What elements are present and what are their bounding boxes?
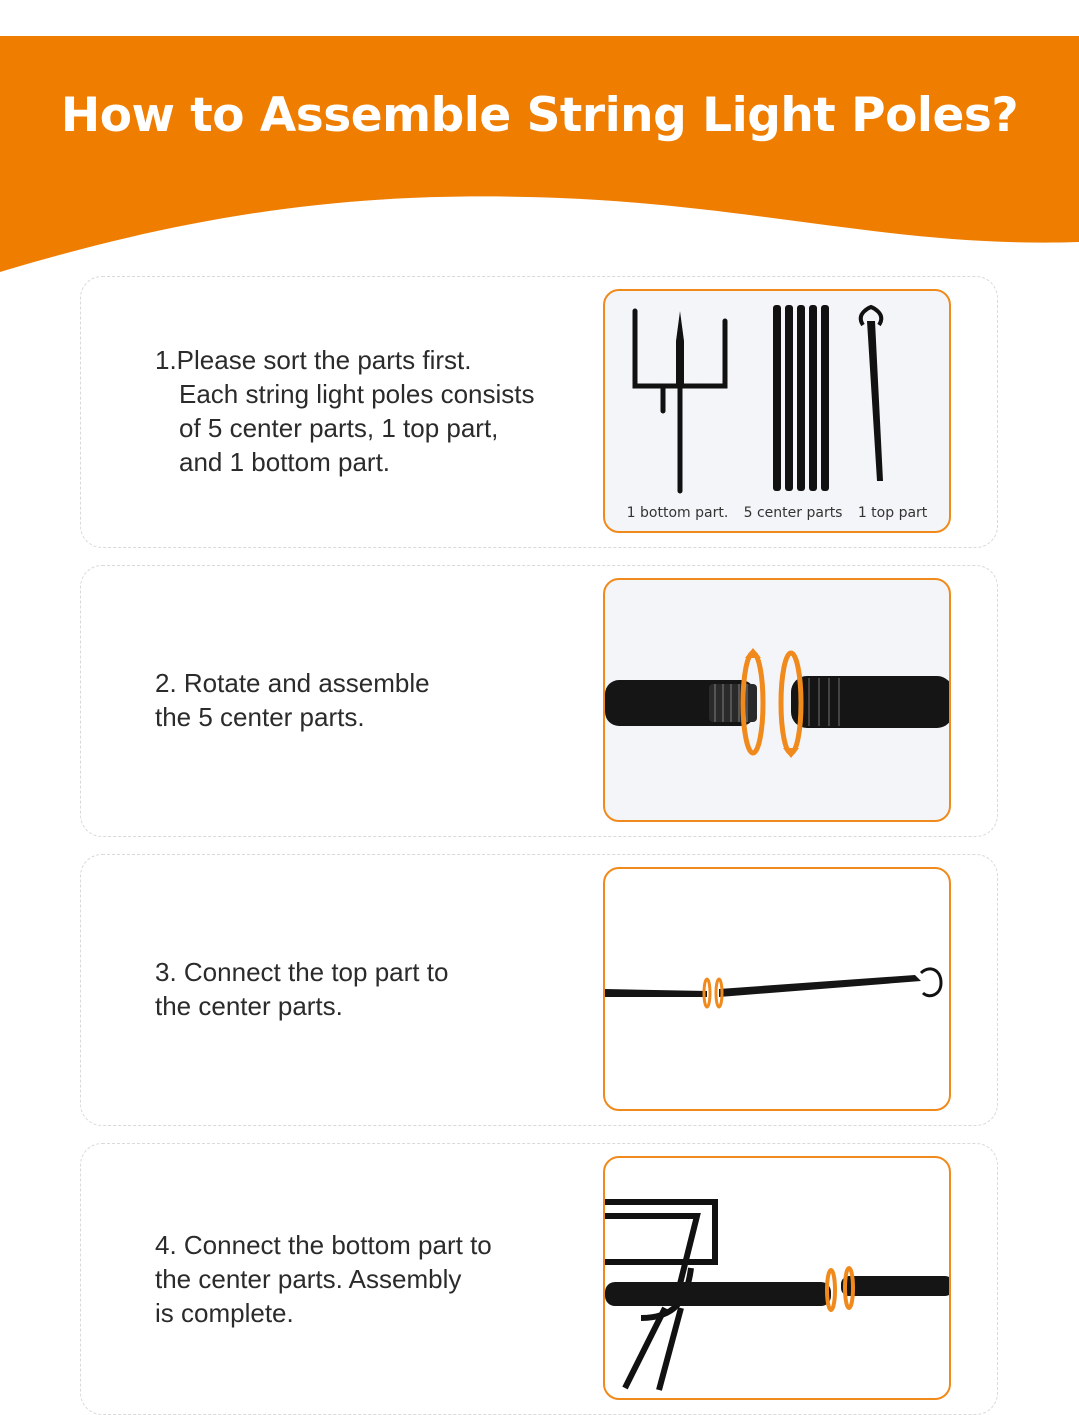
- caption-bottom-part: 1 bottom part.: [626, 505, 729, 521]
- step-3-photo: [603, 867, 951, 1111]
- caption-center-parts: 5 center parts: [743, 505, 843, 521]
- step-1-text: [155, 343, 535, 479]
- step-3-line-1: 3. Connect the top part to: [155, 957, 449, 987]
- step-2-line-1: 2. Rotate and assemble: [155, 668, 430, 698]
- banner-wave-shape: [0, 0, 1079, 290]
- top-connect-illustration: [605, 869, 951, 1111]
- header-banner: [0, 0, 1079, 290]
- bottom-connect-illustration: [605, 1158, 951, 1400]
- step-4-line-2: the center parts. Assembly: [155, 1264, 462, 1294]
- page-title: How to Assemble String Light Poles?: [60, 88, 1019, 143]
- step-4-line-3: is complete.: [155, 1298, 294, 1328]
- step-1-line-3: of 5 center parts, 1 top part,: [179, 413, 499, 443]
- step-2-card: [80, 565, 998, 837]
- step-4-card: [80, 1143, 998, 1415]
- step-1-card: [80, 276, 998, 548]
- step-1-photo: [603, 289, 951, 533]
- parts-illustration: [605, 291, 951, 533]
- step-4-photo: [603, 1156, 951, 1400]
- step-4-line-1: 4. Connect the bottom part to: [155, 1230, 492, 1260]
- step-2-line-2: the 5 center parts.: [155, 702, 365, 732]
- step-2-text: [155, 666, 430, 734]
- rotate-illustration: [605, 580, 951, 822]
- step-1-line-1: 1.Please sort the parts first.: [155, 345, 472, 375]
- step-3-card: [80, 854, 998, 1126]
- step-3-line-2: the center parts.: [155, 991, 343, 1021]
- step-2-photo: [603, 578, 951, 822]
- caption-top-part: 1 top part: [857, 505, 928, 521]
- parts-captions: [605, 505, 949, 521]
- step-1-line-2: Each string light poles consists: [179, 379, 535, 409]
- step-1-line-4: and 1 bottom part.: [179, 447, 391, 477]
- step-4-text: [155, 1228, 492, 1330]
- step-3-text: [155, 955, 448, 1023]
